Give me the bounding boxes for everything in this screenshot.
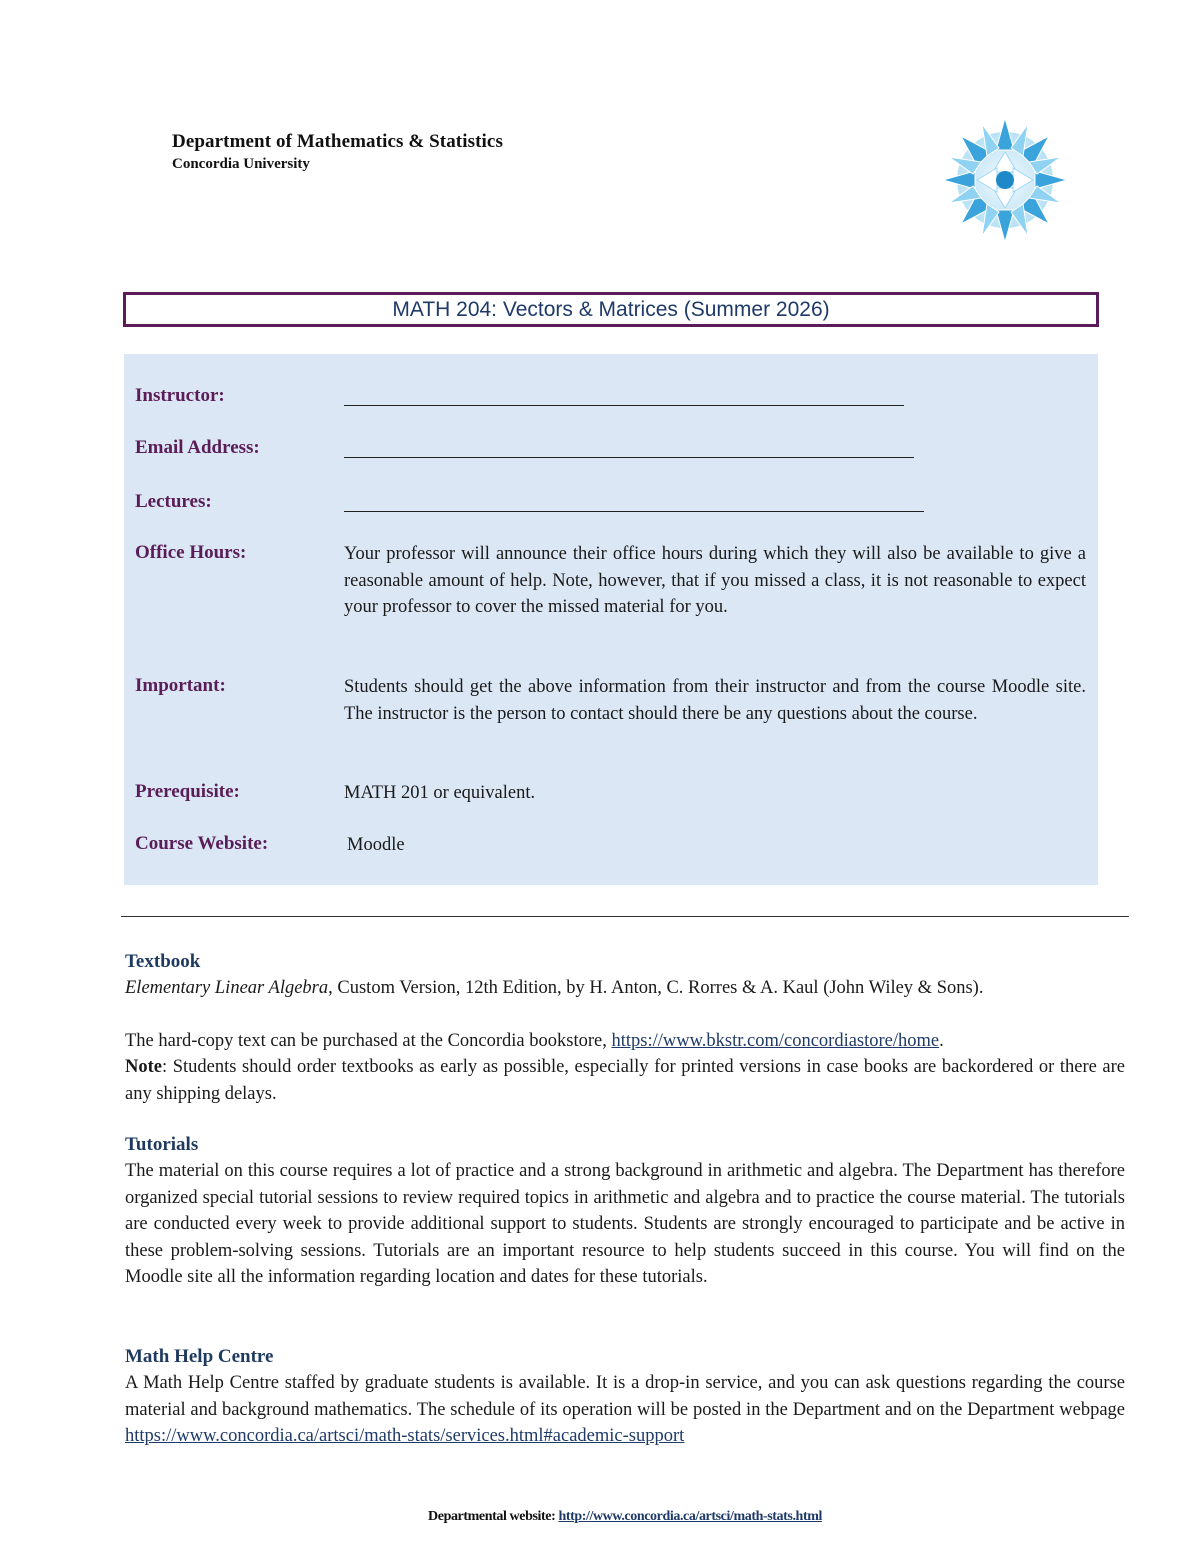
origami-star-logo-icon (930, 108, 1080, 258)
instructor-blank-line (344, 405, 904, 406)
textbook-citation (125, 975, 1125, 1002)
university-name: Concordia University (172, 156, 310, 172)
tutorials-heading: Tutorials (125, 1134, 199, 1155)
section-divider (121, 916, 1129, 917)
lectures-blank-line (344, 511, 924, 512)
tutorials-text: The material on this course requires a lot of practice and a strong background in arithmetic and algebra. The Department has therefore organized special tutorial sessions to review required topics in arithmetic and algebra and to practice the course material. The tutorials are conducted every week to provide additional support to students. Students are strongly encouraged to participate and be active in these problem-solving sessions. Tutorials are an important resource to help students succeed in this course. You will find on the Moodle site all the information regarding location and dates for these tutorials. (125, 1161, 1125, 1287)
help-centre-heading: Math Help Centre (125, 1346, 274, 1367)
bookstore-link[interactable]: https://www.bkstr.com/concordiastore/home (611, 1030, 940, 1051)
page-footer (0, 1509, 1200, 1525)
prerequisite-label: Prerequisite: (135, 781, 240, 802)
textbook-purchase (125, 1028, 1125, 1108)
help-centre-section (125, 1344, 1125, 1450)
course-title-box (123, 292, 1099, 327)
important-label: Important: (135, 675, 226, 696)
important-text: Students should get the above information from their instructor and from the course Moodle site. The instructor is the person to contact should there be any questions about the course. (344, 677, 1086, 724)
textbook-title: Elementary Linear Algebra (125, 978, 329, 998)
help-centre-link[interactable]: https://www.concordia.ca/artsci/math-stats/services.html#academic-support (125, 1426, 685, 1446)
footer-label: Departmental website: (428, 1509, 559, 1524)
course-info-panel (124, 354, 1098, 885)
department-website-link[interactable]: http://www.concordia.ca/artsci/math-stats.html (558, 1509, 822, 1524)
department-header (172, 131, 503, 173)
textbook-heading: Textbook (125, 951, 201, 972)
email-label: Email Address: (135, 437, 260, 458)
note-label: Note (125, 1057, 162, 1077)
prerequisite-text: MATH 201 or equivalent. (344, 783, 536, 803)
course-title: MATH 204: Vectors & Matrices (Summer 2026) (392, 297, 830, 321)
office-hours-text: Your professor will announce their office hours during which they will also be available to give a reasonable amount of help. Note, however, that if you missed a class, it is not reasonable to expect your professor to cover the missed material for you. (344, 544, 1086, 617)
website-label: Course Website: (135, 833, 269, 854)
textbook-section (125, 949, 1125, 1107)
tutorials-section (125, 1132, 1125, 1291)
note-text: : Students should order textbooks as early as possible, especially for printed versions in case books are backordered or there are any shipping delays. (125, 1057, 1125, 1104)
department-name: Department of Mathematics & Statistics (172, 131, 503, 152)
textbook-details: , Custom Version, 12th Edition, by H. Anton, C. Rorres & A. Kaul (John Wiley & Sons). (328, 978, 984, 998)
email-blank-line (344, 457, 914, 458)
office-hours-label: Office Hours: (135, 542, 247, 563)
lectures-label: Lectures: (135, 491, 212, 512)
website-text: Moodle (347, 835, 405, 855)
help-centre-text: A Math Help Centre staffed by graduate students is available. It is a drop-in service, and you can ask questions regarding the course material and background mathematics. The schedule of its operation will be posted in the Department and on the Department webpage (125, 1373, 1125, 1420)
purchase-end: . (939, 1030, 944, 1051)
purchase-text: The hard-copy text can be purchased at the Concordia bookstore, (125, 1030, 612, 1051)
instructor-label: Instructor: (135, 385, 225, 406)
help-centre-paragraph (125, 1370, 1125, 1450)
